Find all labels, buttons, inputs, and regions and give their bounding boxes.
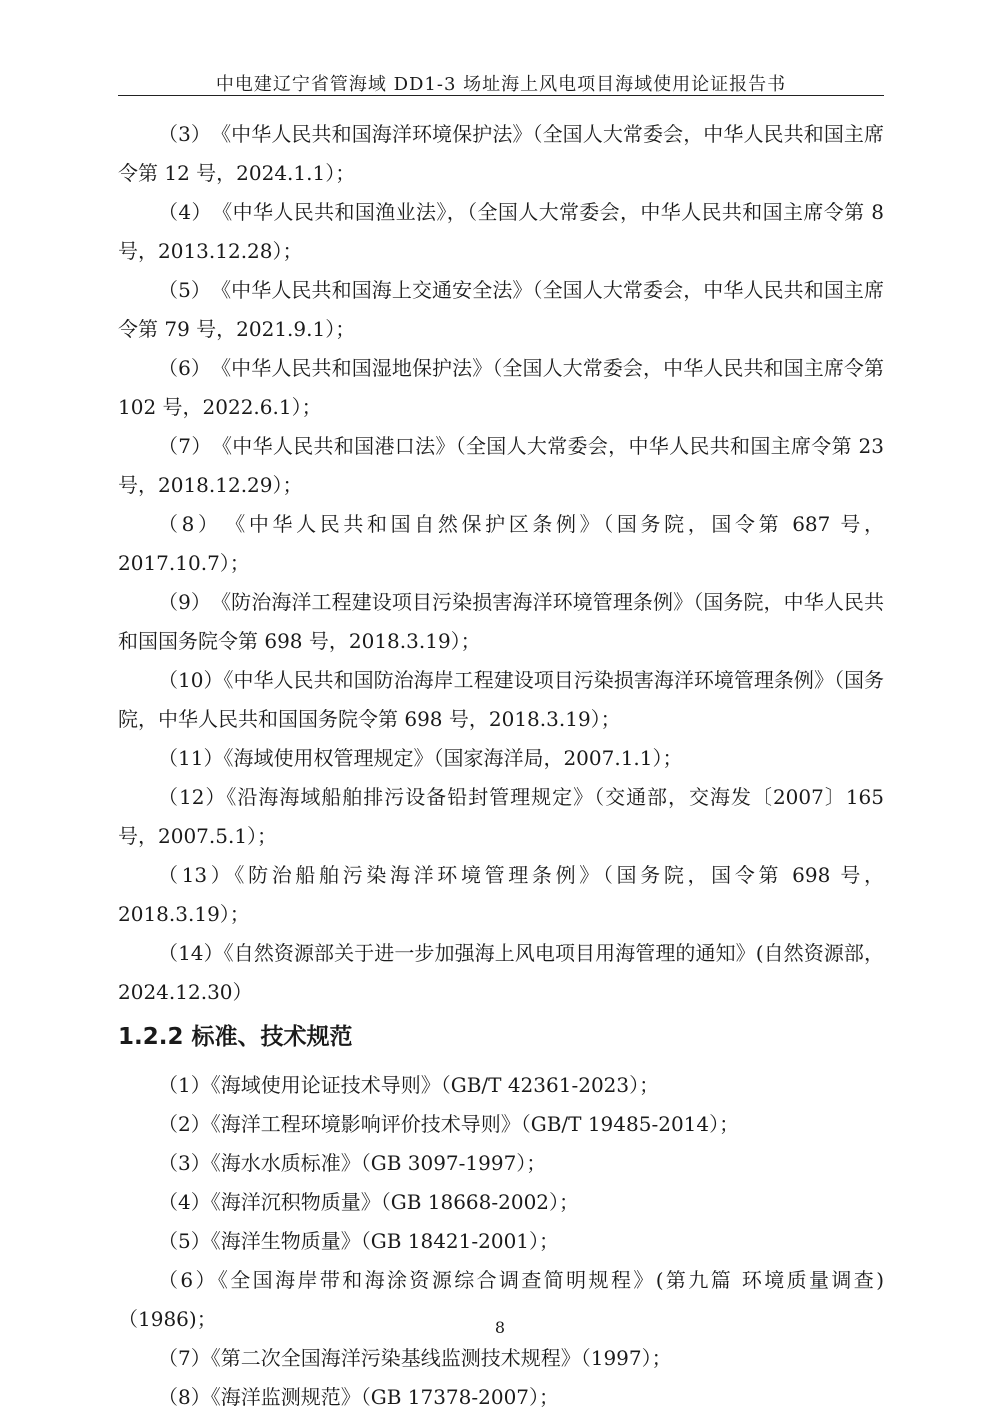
law-item-8: （8） 《中华人民共和国自然保护区条例》（国务院，国令第 687 号，2017.10.7）； xyxy=(118,512,884,575)
header-rule xyxy=(118,95,884,96)
standard-item-4: （4）《海洋沉积物质量》（GB 18668-2002）； xyxy=(158,1190,580,1214)
page-header: 中电建辽宁省管海域 DD1-3 场址海上风电项目海域使用论证报告书 xyxy=(215,74,787,95)
standard-item-6: （6）《全国海岸带和海涂资源综合调查简明规程》(第九篇 环境质量调查)（1986)； xyxy=(118,1268,884,1331)
standard-item-7: （7）《第二次全国海洋污染基线监测技术规程》（1997）； xyxy=(158,1346,672,1370)
standard-item-3: （3）《海水水质标准》（GB 3097-1997）； xyxy=(158,1151,547,1175)
standard-item-1: （1）《海域使用论证技术导则》（GB/T 42361-2023）； xyxy=(158,1073,660,1097)
law-item-13: （13）《防治船舶污染海洋环境管理条例》（国务院，国令第 698 号，2018.3.19）； xyxy=(118,863,884,926)
law-item-3: （3） 《中华人民共和国海洋环境保护法》（全国人大常委会，中华人民共和国主席令第 12 号，2024.1.1）； xyxy=(118,122,884,185)
page-body xyxy=(118,115,884,1417)
law-item-12: （12）《沿海海域船舶排污设备铅封管理规定》（交通部，交海发〔2007〕165 号，2007.5.1）； xyxy=(118,785,884,848)
section-heading: 1.2.2 标准、技术规范 xyxy=(118,1024,353,1050)
law-item-5: （5） 《中华人民共和国海上交通安全法》（全国人大常委会，中华人民共和国主席令第 79 号，2021.9.1）； xyxy=(118,278,884,341)
page-number: 8 xyxy=(494,1318,506,1337)
law-item-14: （14）《自然资源部关于进一步加强海上风电项目用海管理的通知》(自然资源部，2024.12.30） xyxy=(118,941,884,1004)
standard-item-2: （2）《海洋工程环境影响评价技术导则》（GB/T 19485-2014）； xyxy=(158,1112,740,1136)
standard-item-8: （8）《海洋监测规范》（GB 17378-2007）； xyxy=(158,1385,560,1409)
law-item-6: （6） 《中华人民共和国湿地保护法》（全国人大常委会，中华人民共和国主席令第 102 号，2022.6.1）； xyxy=(118,356,884,419)
law-item-11: （11）《海域使用权管理规定》（国家海洋局，2007.1.1）； xyxy=(158,746,683,770)
law-item-10: （10）《中华人民共和国防治海岸工程建设项目污染损害海洋环境管理条例》（国务院，中华人民共和国国务院令第 698 号，2018.3.19）； xyxy=(118,668,884,731)
law-item-9: （9） 《防治海洋工程建设项目污染损害海洋环境管理条例》（国务院，中华人民共和国国务院令第 698 号，2018.3.19）； xyxy=(118,590,884,653)
law-item-7: （7） 《中华人民共和国港口法》（全国人大常委会，中华人民共和国主席令第 23 号，2018.12.29）； xyxy=(118,434,884,497)
standard-item-5: （5）《海洋生物质量》（GB 18421-2001）； xyxy=(158,1229,560,1253)
law-item-4: （4） 《中华人民共和国渔业法》，（全国人大常委会，中华人民共和国主席令第 8 号，2013.12.28）； xyxy=(118,200,884,263)
